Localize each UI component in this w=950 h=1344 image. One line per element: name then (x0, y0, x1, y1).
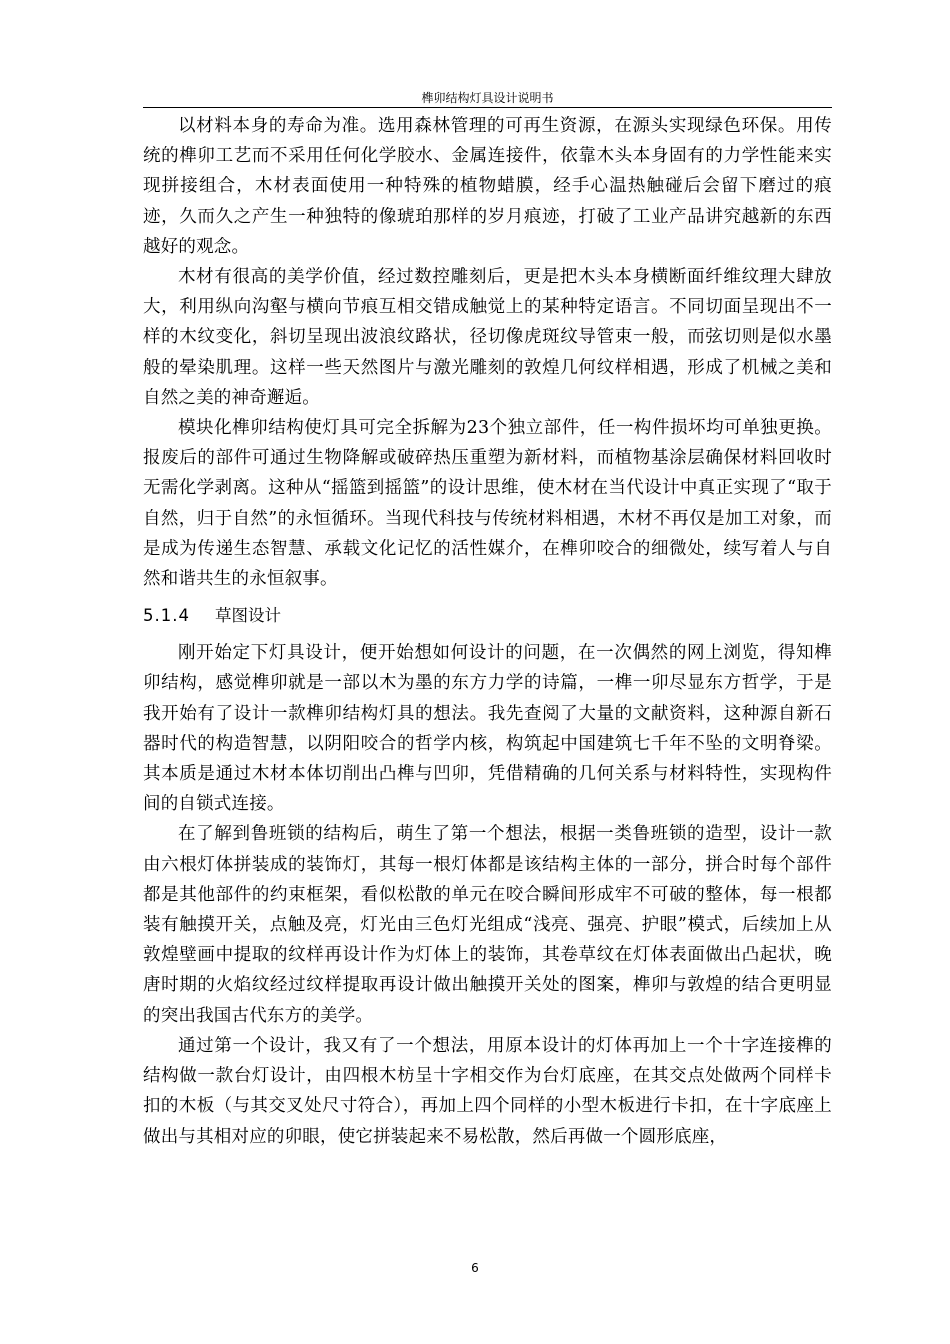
paragraph-modular-structure: 模块化榫卯结构使灯具可完全拆解为23个独立部件，任一构件损坏均可单独更换。报废后的部件可通过生物降解或破碎热压重塑为新材料，而植物基涂层确保材料回收时无需化学剥离。这种从“摇篮到摇篮”的设计思维，使木材在当代设计中真正实现了“取于自然，归于自然”的永恒循环。当现代科技与传统材料相遇，木材不再仅是加工对象，而是成为传递生态智慧、承载文化记忆的活性媒介，在榫卯咬合的细微处，续写着人与自然和谐共生的永恒叙事。 (143, 418, 832, 590)
section-heading (143, 604, 832, 628)
paragraph-desk-lamp-design: 通过第一个设计，我又有了一个想法，用原本设计的灯体再加上一个十字连接榫的结构做一款台灯设计，由四根木枋呈十字相交作为台灯底座，在其交点处做两个同样卡扣的木板（与其交叉处尺寸符合），再加上四个同样的小型木板进行卡扣，在十字底座上做出与其相对应的卯眼，使它拼装起来不易松散，然后再做一个圆形底座， (143, 1035, 832, 1147)
section-title: 草图设计 (215, 606, 281, 626)
body-text (143, 111, 832, 1152)
paragraph-luban-lock-design: 在了解到鲁班锁的结构后，萌生了第一个想法，根据一类鲁班锁的造型，设计一款由六根灯体拼装成的装饰灯，其每一根灯体都是该结构主体的一部分，拼合时每个部件都是其他部件的约束框架，看似松散的单元在咬合瞬间形成牢不可破的整体，每一根都装有触摸开关，点触及亮，灯光由三色灯光组成“浅亮、强亮、护眼”模式，后续加上从敦煌壁画中提取的纹样再设计作为灯体上的装饰，其卷草纹在灯体表面做出凸起状，晚唐时期的火焰纹经过纹样提取再设计做出触摸开关处的图案，榫卯与敦煌的结合更明显的突出我国古代东方的美学。 (143, 824, 832, 1026)
paragraph-material-lifespan: 以材料本身的寿命为准。选用森林管理的可再生资源，在源头实现绿色环保。用传统的榫卯工艺而不采用任何化学胶水、金属连接件，依靠木头本身固有的力学性能来实现拼接组合，木材表面使用一种特殊的植物蜡膜，经手心温热触碰后会留下磨过的痕迹，久而久之产生一种独特的像琥珀那样的岁月痕迹，打破了工业产品讲究越新的东西越好的观念。 (143, 116, 832, 257)
paragraph-wood-aesthetics: 木材有很高的美学价值，经过数控雕刻后，更是把木头本身横断面纤维纹理大肆放大，利用纵向沟壑与横向节痕互相交错成触觉上的某种特定语言。不同切面呈现出不一样的木纹变化，斜切呈现出波浪纹路状，径切像虎斑纹导管束一般，而弦切则是似水墨般的晕染肌理。这样一些天然图片与激光雕刻的敦煌几何纹样相遇，形成了机械之美和自然之美的神奇邂逅。 (143, 267, 832, 408)
document-title: 榫卯结构灯具设计说明书 (421, 91, 554, 105)
page-number: 6 (471, 1261, 479, 1275)
paragraph-design-origin: 刚开始定下灯具设计，便开始想如何设计的问题，在一次偶然的网上浏览，得知榫卯结构，感觉榫卯就是一部以木为墨的东方力学的诗篇，一榫一卯尽显东方哲学，于是我开始有了设计一款榫卯结构灯具的想法。我先查阅了大量的文献资料，这种源自新石器时代的构造智慧，以阴阳咬合的哲学内核，构筑起中国建筑七千年不坠的文明脊梁。其本质是通过木材本体切削出凸榫与凹卯，凭借精确的几何关系与材料特性，实现构件间的自锁式连接。 (143, 643, 832, 815)
section-number: 5.1.4 (143, 606, 190, 626)
page-header (143, 90, 832, 108)
